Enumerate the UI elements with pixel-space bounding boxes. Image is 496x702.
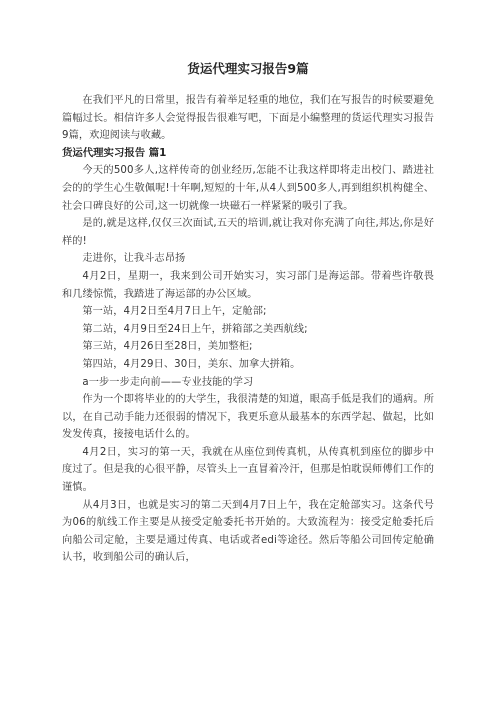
body-paragraph: 第二站，4月9日至24日上午，拼箱部之美西航线; <box>82 323 308 335</box>
body-paragraph: 第四站，4月29日、30日，美东、加拿大拼箱。 <box>82 358 301 370</box>
body-paragraph: 作为一个即将毕业的的大学生，我很清楚的知道，眼高手低是我们的通病。所以，在自己动手能力还很弱的情况下，我更乐意从最基本的东西学起、做起，比如发发传真，接接电话什么的。 <box>62 394 434 441</box>
body-paragraph: 第一站，4月2日至4月7日上午，定舱部; <box>82 306 267 318</box>
body-paragraph: a一步一步走向前——专业技能的学习 <box>82 376 254 388</box>
body-paragraph: 第三站，4月26日至28日，美加整柜; <box>82 341 253 353</box>
intro-paragraph: 在我们平凡的日常里，报告有着举足轻重的地位，我们在写报告的时候要避免篇幅过长。相信许多人会觉得报告很难写吧，下面是小编整理的货运代理实习报告9篇，欢迎阅读与收藏。 <box>62 95 434 142</box>
body-paragraph: 4月2日，实习的第一天，我就在从座位到传真机，从传真机到座位的脚步中度过了。但是我的心很平静，尽管头上一直冒着冷汗，但那是怕耽误师傅们工作的谨慎。 <box>62 446 434 494</box>
body-paragraph: 从4月3日，也就是实习的第二天到4月7日上午，我在定舱部实习。这条代号为06的航线工作主要是从接受定舱委托书开始的。大致流程为：接受定舱委托后向船公司定舱，主要是通过传真、电话或者edi等途径。然后等船公司回传定舱确认书，收到船公司的确认后， <box>62 499 434 564</box>
document-title: 货运代理实习报告9篇 <box>187 61 309 76</box>
body-paragraph: 走进你，让我斗志昂扬 <box>82 253 186 265</box>
body-paragraph: 是的,就是这样,仅仅三次面试,五天的培训,就让我对你充满了向往,邦达,你是好样的! <box>62 218 434 247</box>
body-paragraph: 4月2日，星期一，我来到公司开始实习，实习部门是海运部。带着些许敬畏和几缕惊慌，我踏进了海运部的办公区域。 <box>62 270 434 300</box>
body-paragraph: 今天的500多人,这样传奇的创业经历,怎能不让我这样即将走出校门、踏进社会的的学生心生敬佩呢!十年啊,短短的十年,从4人到500多人,再到组织机构健全、社会口碑良好的公司,这一切就像一块磁石一样紧紧的吸引了我。 <box>62 165 434 212</box>
section-heading: 货运代理实习报告 篇1 <box>62 146 167 159</box>
